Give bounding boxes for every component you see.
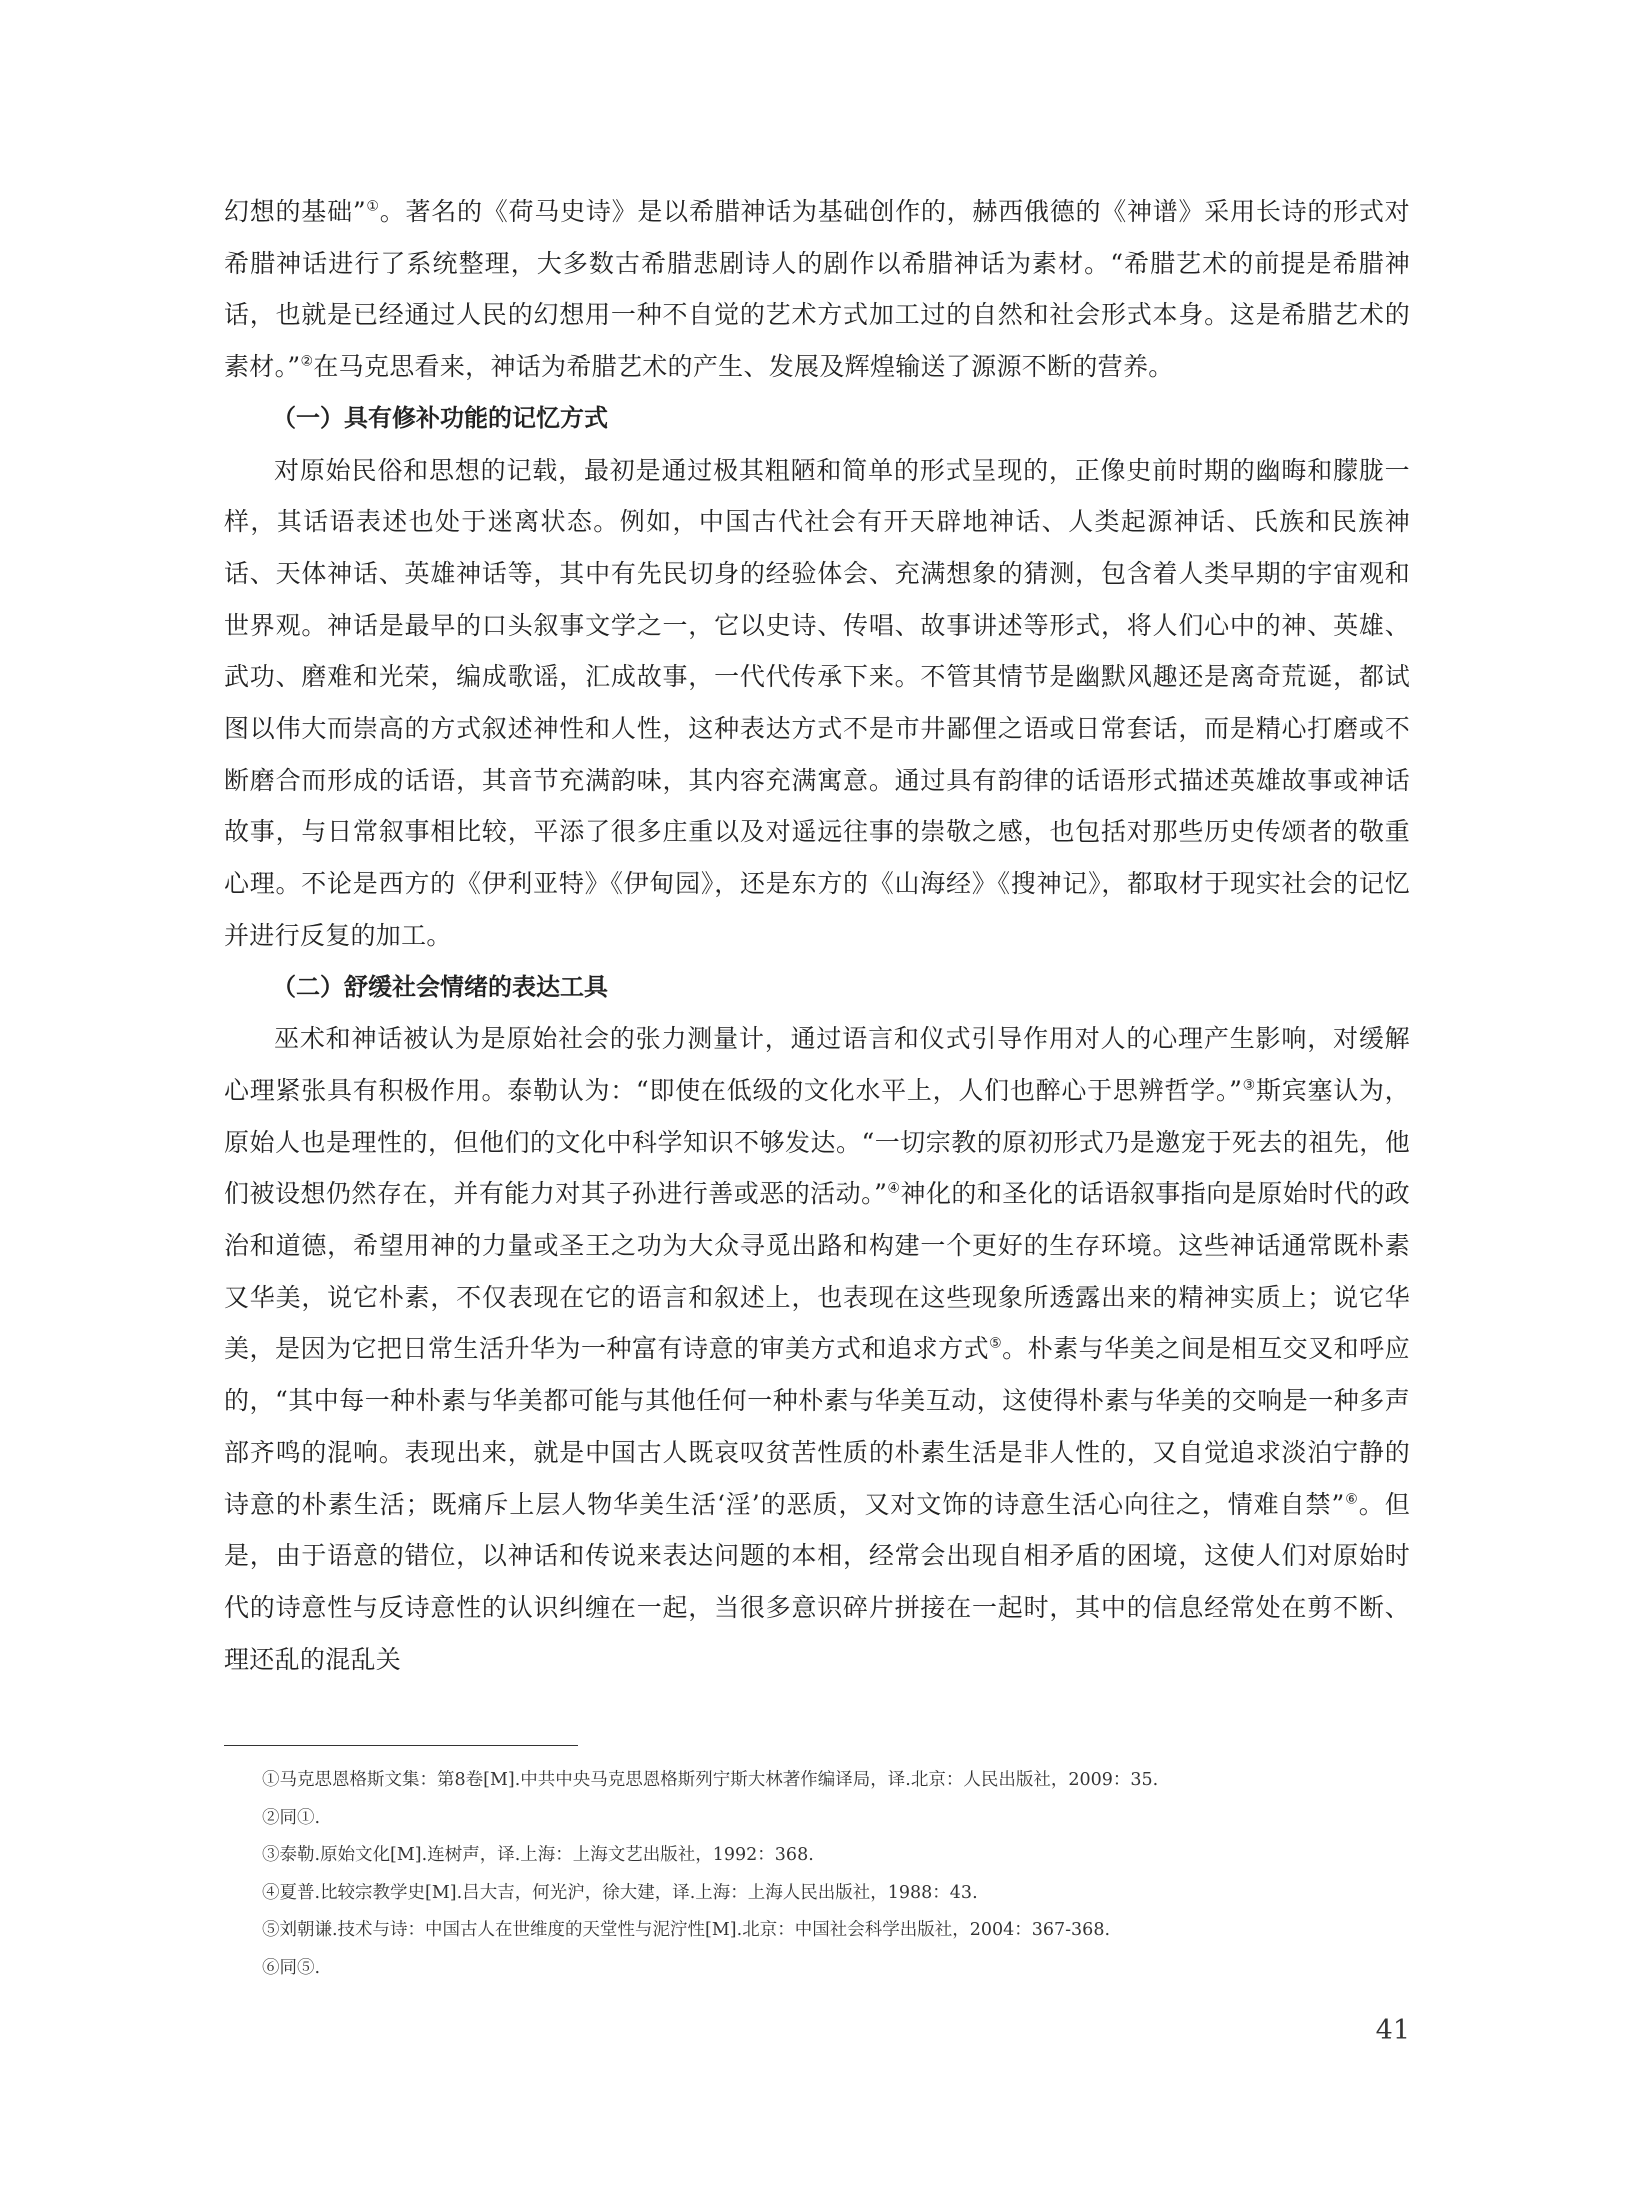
footnote-ref-2: ②: [300, 353, 314, 370]
footnote-ref-6: ⑥: [1344, 1491, 1359, 1508]
paragraph-1-text-3: 在马克思看来，神话为希腊艺术的产生、发展及辉煌输送了源源不断的营养。: [313, 352, 1174, 382]
footnote-2: ②同①.: [262, 1807, 321, 1828]
page-number: 41: [1375, 2015, 1410, 2046]
paragraph-3-text-3: 神化的和圣化的话语叙事指向是原始时代的政治和道德，希望用神的力量或圣王之功为大众寻觅出路和构建一个更好的生存环境。这些神话通常既朴素又华美，说它朴素，不仅表现在它的语言和叙述上，也表现在这些现象所透露出来的精神实质上；说它华美，是因为它把日常生活升华为一种富有诗意的审美方式和追求方式: [224, 1179, 1410, 1364]
footnote-ref-5: ⑤: [989, 1336, 1003, 1353]
paragraph-3-text-2: 斯宾塞认为，原始人也是理性的，但他们的文化中科学知识不够发达。“一切宗教的原初形式乃是邀宠于死去的祖先，他们被设想仍然存在，并有能力对其子孙进行善或恶的活动。”: [224, 1075, 1410, 1209]
paragraph-3-text-1: 巫术和神话被认为是原始社会的张力测量计，通过语言和仪式引导作用对人的心理产生影响，对缓解心理紧张具有积极作用。泰勒认为：“即使在低级的文化水平上，人们也醉心于思辨哲学。”: [224, 1024, 1410, 1105]
footnotes: [262, 1762, 1402, 1987]
footnote-6: ⑥同⑤.: [262, 1957, 321, 1978]
footnote-ref-3: ③: [1242, 1077, 1256, 1094]
footnote-4: ④夏普.比较宗教学史[M].吕大吉，何光沪，徐大建，译.上海：上海人民出版社，1988：43.: [262, 1882, 978, 1903]
footnote-ref-1: ①: [365, 198, 380, 215]
section-heading-2: （二）舒缓社会情绪的表达工具: [272, 972, 608, 1001]
footnote-ref-4: ④: [887, 1181, 901, 1198]
section-heading-1: （一）具有修补功能的记忆方式: [272, 403, 608, 432]
paragraph-1-text-1: 幻想的基础”: [224, 197, 366, 226]
footnote-3: ③泰勒.原始文化[M].连树声，译.上海：上海文艺出版社，1992：368.: [262, 1845, 814, 1865]
paragraph-3: [224, 1013, 1410, 1685]
paragraph-3-text-4: 。朴素与华美之间是相互交叉和呼应的，“其中每一种朴素与华美都可能与其他任何一种朴素与华美互动，这使得朴素与华美的交响是一种多声部齐鸣的混响。表现出来，就是中国古人既哀叹贫苦性质的朴素生活是非人性的，又自觉追求淡泊宁静的诗意的朴素生活；既痛斥上层人物华美生活‘淫’的恶质，又对文饰的诗意生活心向往之，情难自禁”: [224, 1334, 1410, 1519]
footnote-5: ⑤刘朝谦.技术与诗：中国古人在世维度的天堂性与泥泞性[M].北京：中国社会科学出版社，2004：367-368.: [262, 1920, 1111, 1940]
paragraph-3-text-5: 。但是，由于语意的错位，以神话和传说来表达问题的本相，经常会出现自相矛盾的困境，这使人们对原始时代的诗意性与反诗意性的认识纠缠在一起，当很多意识碎片拼接在一起时，其中的信息经常处在剪不断、理还乱的混乱关: [224, 1489, 1410, 1674]
body-text: [224, 186, 1410, 1685]
paragraph-1: [224, 186, 1410, 393]
paragraph-2: 对原始民俗和思想的记载，最初是通过极其粗陋和简单的形式呈现的，正像史前时期的幽晦和朦胧一样，其话语表述也处于迷离状态。例如，中国古代社会有开天辟地神话、人类起源神话、氏族和民族神话、天体神话、英雄神话等，其中有先民切身的经验体会、充满想象的猜测，包含着人类早期的宇宙观和世界观。神话是最早的口头叙事文学之一，它以史诗、传唱、故事讲述等形式，将人们心中的神、英雄、武功、磨难和光荣，编成歌谣，汇成故事，一代代传承下来。不管其情节是幽默风趣还是离奇荒诞，都试图以伟大而崇高的方式叙述神性和人性，这种表达方式不是市井鄙俚之语或日常套话，而是精心打磨或不断磨合而形成的话语，其音节充满韵味，其内容充满寓意。通过具有韵律的话语形式描述英雄故事或神话故事，与日常叙事相比较，平添了很多庄重以及对遥远往事的崇敬之感，也包括对那些历史传颂者的敬重心理。不论是西方的《伊利亚特》《伊甸园》，还是东方的《山海经》《搜神记》，都取材于现实社会的记忆并进行反复的加工。: [224, 455, 1410, 950]
paragraph-1-text-2: 。著名的《荷马史诗》是以希腊神话为基础创作的，赫西俄德的《神谱》采用长诗的形式对希腊神话进行了系统整理，大多数古希腊悲剧诗人的剧作以希腊神话为素材。“希腊艺术的前提是希腊神话，也就是已经通过人民的幻想用一种不自觉的艺术方式加工过的自然和社会形式本身。这是希腊艺术的素材。”: [224, 197, 1410, 382]
footnote-1: ①马克思恩格斯文集：第8卷[M].中共中央马克思恩格斯列宁斯大林著作编译局，译.北京：人民出版社，2009：35.: [262, 1770, 1159, 1790]
footnote-divider: [224, 1745, 578, 1746]
